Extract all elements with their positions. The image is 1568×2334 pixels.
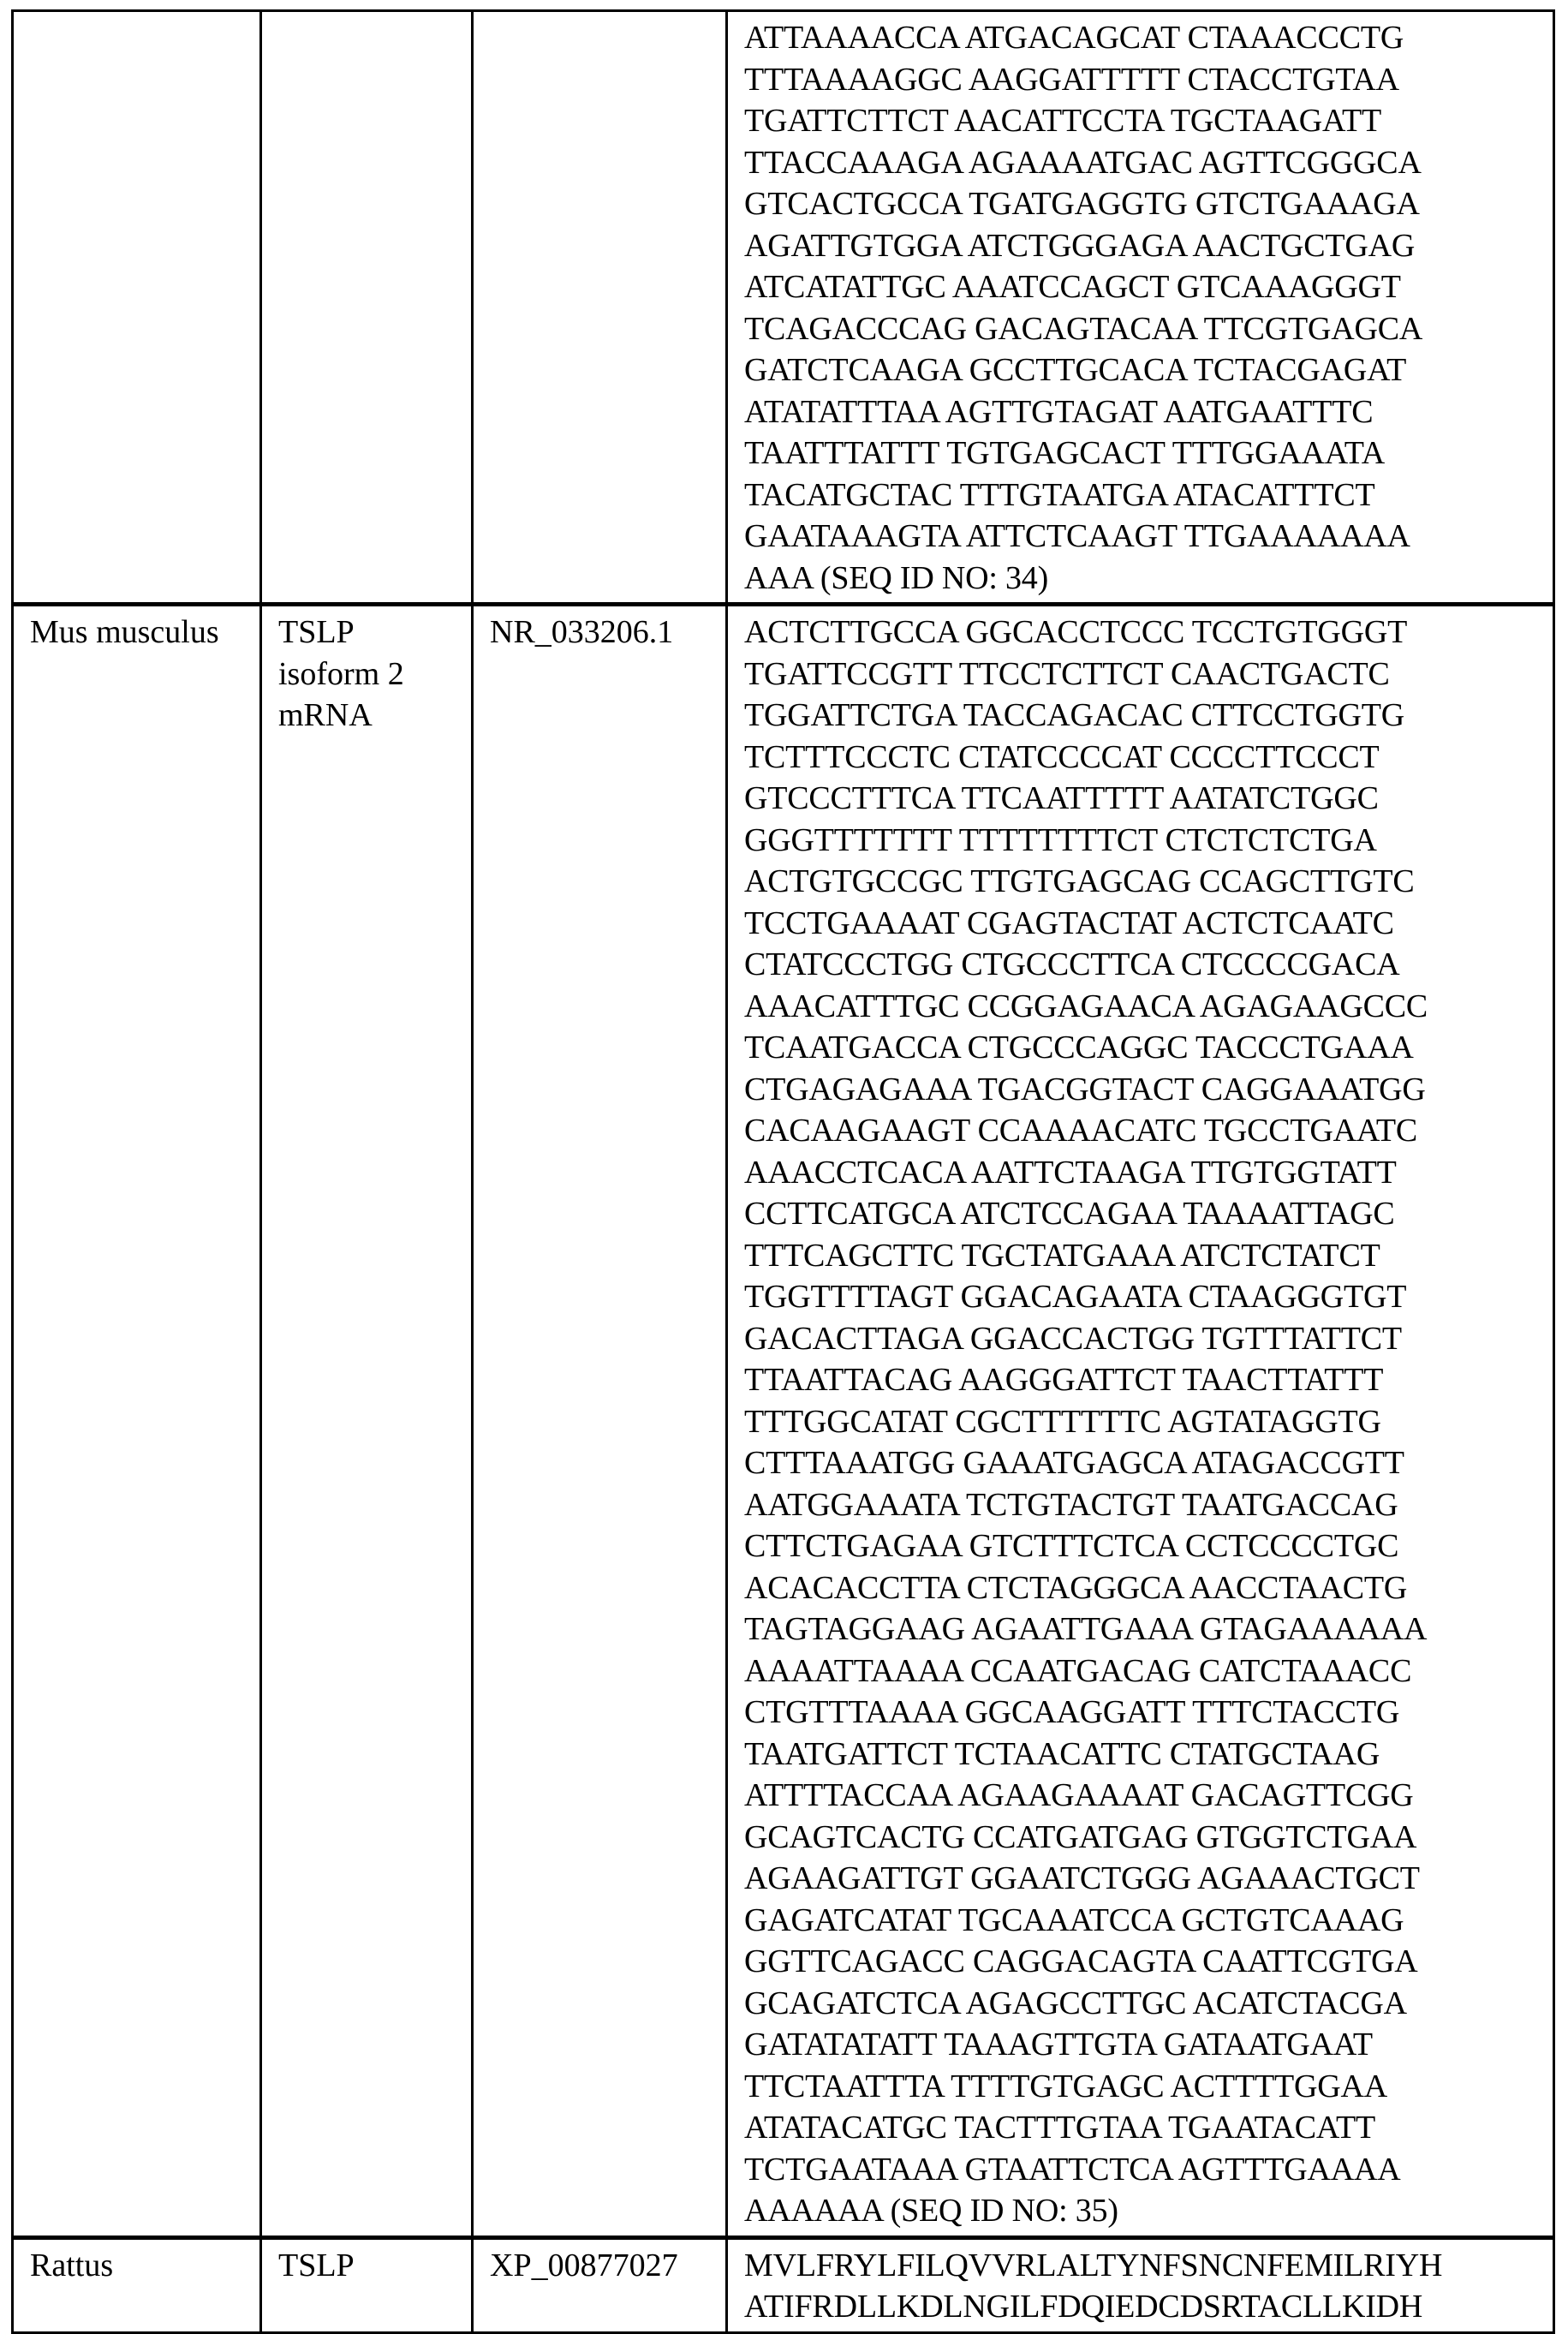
sequence-line: AGATTGTGGA ATCTGGGAGA AACTGCTGAG xyxy=(744,227,1416,264)
sequence-line: CTTTAAATGG GAAATGAGCA ATAGACCGTT xyxy=(744,1445,1404,1481)
sequence-line: GGGTTTTTTT TTTTTTTTCT CTCTCTCTGA xyxy=(744,821,1377,858)
sequence-line: AAAATTAAAA CCAATGACAG CATCTAAACC xyxy=(744,1652,1412,1689)
sequence-line: AAACCTCACA AATTCTAAGA TTGTGGTATT xyxy=(744,1154,1397,1191)
sequence-line: ATIFRDLLKDLNGILFDQIEDCDSRTACLLKIDH xyxy=(744,2289,1423,2325)
sequence-table-body xyxy=(13,11,1554,2333)
sequence-line: TTACCAAAGA AGAAAATGAC AGTTCGGGCA xyxy=(744,144,1422,181)
sequence-line: GCAGATCTCA AGAGCCTTGC ACATCTACGA xyxy=(744,1985,1407,2021)
sequence-line: ACACACCTTA CTCTAGGGCA AACCTAACTG xyxy=(744,1569,1408,1606)
gene-cell xyxy=(261,11,473,605)
table-row xyxy=(13,2237,1554,2332)
sequence-line: GGTTCAGACC CAGGACAGTA CAATTCGTGA xyxy=(744,1943,1418,1979)
sequence-line: ACTCTTGCCA GGCACCTCCC TCCTGTGGGT xyxy=(744,614,1408,650)
sequence-line: ATTTTACCAA AGAAGAAAAT GACAGTTCGG xyxy=(744,1777,1414,1813)
sequence-line: GACACTTAGA GGACCACTGG TGTTTATTCT xyxy=(744,1320,1402,1357)
sequence-line: CCTTCATGCA ATCTCCAGAA TAAAATTAGC xyxy=(744,1196,1395,1232)
sequence-line: ATATACATGC TACTTTGTAA TGAATACATT xyxy=(744,2110,1375,2146)
organism-name: Rattus xyxy=(30,2247,114,2283)
accession-cell xyxy=(473,2237,727,2332)
accession-cell xyxy=(473,605,727,2238)
sequence-line: TTTAAAAGGC AAGGATTTTT CTACCTGTAA xyxy=(744,61,1399,98)
organism-name: Mus musculus xyxy=(30,614,219,650)
gene-name-line: isoform 2 xyxy=(278,655,404,692)
organism-cell xyxy=(13,605,261,2238)
sequence-line: ACTGTGCCGC TTGTGAGCAG CCAGCTTGTC xyxy=(744,863,1415,899)
sequence-line: TAATTTATTT TGTGAGCACT TTTGGAAATA xyxy=(744,435,1385,471)
table-row xyxy=(13,605,1554,2238)
sequence-line: AGAAGATTGT GGAATCTGGG AGAAACTGCT xyxy=(744,1860,1420,1896)
sequence-line: GTCCCTTTCA TTCAATTTTT AATATCTGGC xyxy=(744,780,1379,816)
sequence-line: GTCACTGCCA TGATGAGGTG GTCTGAAAGA xyxy=(744,186,1420,222)
sequence-line: GATATATATT TAAAGTTGTA GATAATGAAT xyxy=(744,2027,1373,2062)
sequence-line: ATCATATTGC AAATCCAGCT GTCAAAGGGT xyxy=(744,269,1401,305)
sequence-line: TGGTTTTAGT GGACAGAATA CTAAGGGTGT xyxy=(744,1279,1407,1315)
sequence-line: TGGATTCTGA TACCAGACAC CTTCCTGGTG xyxy=(744,697,1404,733)
gene-name-line: mRNA xyxy=(278,697,373,733)
gene-cell xyxy=(261,605,473,2238)
sequence-line: TCCTGAAAAT CGAGTACTAT ACTCTCAATC xyxy=(744,904,1394,941)
organism-name xyxy=(30,17,259,59)
sequence-line: GCAGTCACTG CCATGATGAG GTGGTCTGAA xyxy=(744,1818,1417,1855)
sequence-cell xyxy=(727,605,1554,2238)
accession-number xyxy=(490,17,725,59)
sequence-line: CTGTTTAAAA GGCAAGGATT TTTCTACCTG xyxy=(744,1694,1400,1730)
sequence-line: CTATCCCTGG CTGCCCTTCA CTCCCCGACA xyxy=(744,946,1400,982)
sequence-line: AAA (SEQ ID NO: 34) xyxy=(744,559,1049,596)
sequence-line: TGATTCTTCT AACATTCCTA TGCTAAGATT xyxy=(744,103,1382,139)
sequence-line: TGATTCCGTT TTCCTCTTCT CAACTGACTC xyxy=(744,655,1390,692)
gene-cell xyxy=(261,2237,473,2332)
sequence-line: ATATATTTAA AGTTGTAGAT AATGAATTTC xyxy=(744,393,1374,430)
sequence-line: ATTAAAACCA ATGACAGCAT CTAAACCCTG xyxy=(744,20,1404,56)
accession-number: XP_00877027 xyxy=(490,2247,678,2283)
accession-number: NR_033206.1 xyxy=(490,614,674,650)
sequence-cell xyxy=(727,11,1554,605)
sequence-line: AAACATTTGC CCGGAGAACA AGAGAAGCCC xyxy=(744,988,1428,1024)
sequence-line: GAATAAAGTA ATTCTCAAGT TTGAAAAAAA xyxy=(744,518,1410,554)
sequence-line: TCAATGACCA CTGCCCAGGC TACCCTGAAA xyxy=(744,1030,1414,1066)
sequence-line: TCTGAATAAA GTAATTCTCA AGTTTGAAAA xyxy=(744,2151,1401,2188)
gene-name-line: TSLP xyxy=(278,2247,355,2283)
organism-cell xyxy=(13,11,261,605)
sequence-line: CTTCTGAGAA GTCTTTCTCA CCTCCCCTGC xyxy=(744,1528,1399,1564)
sequence-line: TTCTAATTTA TTTTGTGAGC ACTTTTGGAA xyxy=(744,2068,1387,2104)
accession-cell xyxy=(473,11,727,605)
sequence-line: TACATGCTAC TTTGTAATGA ATACATTTCT xyxy=(744,476,1375,513)
sequence-line: AATGGAAATA TCTGTACTGT TAATGACCAG xyxy=(744,1486,1398,1523)
sequence-line: TAGTAGGAAG AGAATTGAAA GTAGAAAAAA xyxy=(744,1611,1428,1647)
table-row xyxy=(13,11,1554,605)
sequence-line: CACAAGAAGT CCAAAACATC TGCCTGAATC xyxy=(744,1113,1418,1149)
sequence-line: TTTCAGCTTC TGCTATGAAA ATCTCTATCT xyxy=(744,1237,1380,1274)
sequence-line: AAAAAA (SEQ ID NO: 35) xyxy=(744,2193,1118,2229)
sequence-line: TTAATTACAG AAGGGATTCT TAACTTATTT xyxy=(744,1362,1384,1398)
sequence-line: TTTGGCATAT CGCTTTTTTC AGTATAGGTG xyxy=(744,1403,1381,1440)
sequence-line: TAATGATTCT TCTAACATTC CTATGCTAAG xyxy=(744,1735,1380,1772)
sequence-line: CTGAGAGAAA TGACGGTACT CAGGAAATGG xyxy=(744,1071,1426,1107)
gene-name-line: TSLP xyxy=(278,614,355,650)
sequence-line: GATCTCAAGA GCCTTGCACA TCTACGAGAT xyxy=(744,352,1407,388)
organism-cell xyxy=(13,2237,261,2332)
sequence-line: TCAGACCCAG GACAGTACAA TTCGTGAGCA xyxy=(744,310,1423,347)
sequence-table xyxy=(11,9,1555,2334)
sequence-line: TCTTTCCCTC CTATCCCCAT CCCCTTCCCT xyxy=(744,738,1380,775)
sequence-line: GAGATCATAT TGCAAATCCA GCTGTCAAAG xyxy=(744,1901,1404,1938)
sequence-line: MVLFRYLFILQVVRLALTYNFSNCNFEMILRIYH xyxy=(744,2247,1443,2283)
sequence-cell xyxy=(727,2237,1554,2332)
